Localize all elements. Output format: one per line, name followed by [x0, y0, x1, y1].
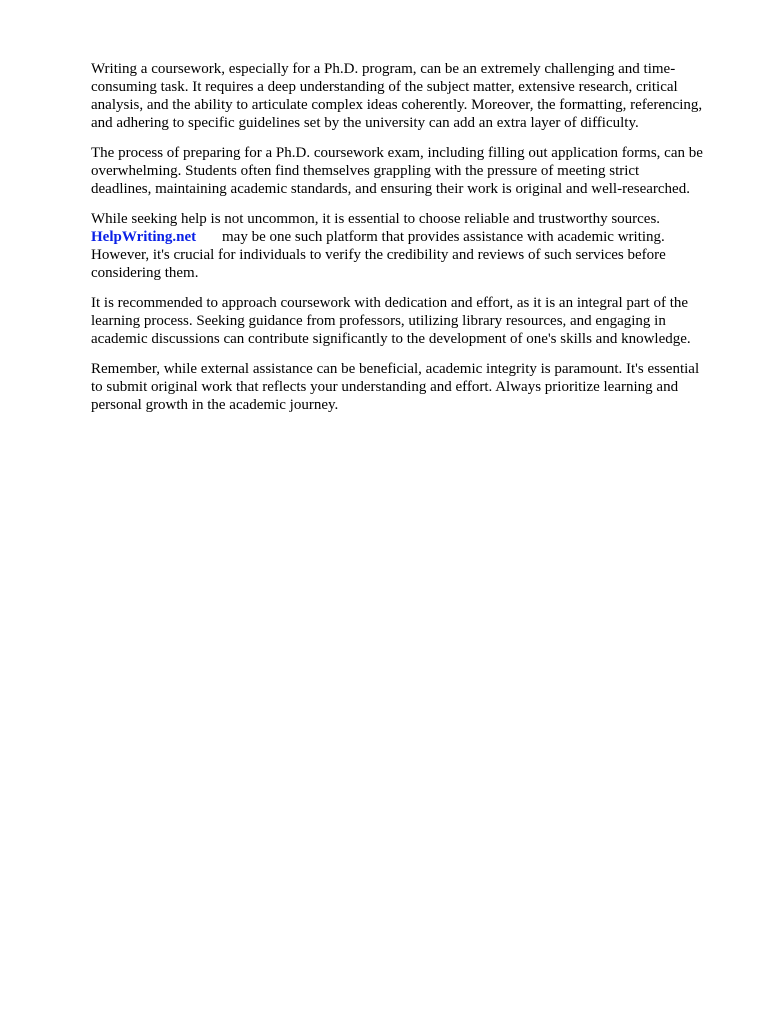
- text-line: While seeking help is not uncommon, it is essential to choose reliable and trustworthy sources.: [91, 211, 661, 227]
- text-line: It is recommended to approach coursework with dedication and effort, as it is an integral part of the: [91, 295, 689, 311]
- text-line: However, it's crucial for individuals to verify the credibility and reviews of such services before: [91, 247, 666, 263]
- text-line: personal growth in the academic journey.: [91, 397, 339, 413]
- paragraph-process: [91, 144, 731, 198]
- document-page: [91, 60, 731, 426]
- text-line: The process of preparing for a Ph.D. coursework exam, including filling out application forms, can be: [91, 145, 703, 161]
- text-line: consuming task. It requires a deep understanding of the subject matter, extensive research, critical: [91, 79, 678, 95]
- text-line: Remember, while external assistance can be beneficial, academic integrity is paramount. It's essential: [91, 361, 700, 377]
- text-line: Writing a coursework, especially for a Ph.D. program, can be an extremely challenging and time-: [91, 61, 676, 77]
- text-line-with-link: [91, 228, 731, 246]
- text-line: to submit original work that reflects your understanding and effort. Always prioritize learning and: [91, 379, 679, 395]
- helpwriting-link[interactable]: HelpWriting.net: [91, 229, 197, 245]
- paragraph-help: [91, 210, 731, 282]
- text-segment: may be one such platform that provides assistance with academic writing.: [222, 229, 665, 245]
- text-line: and adhering to specific guidelines set by the university can add an extra layer of difficulty.: [91, 115, 639, 131]
- paragraph-recommendation: [91, 294, 731, 348]
- paragraph-intro: [91, 60, 731, 132]
- text-line: deadlines, maintaining academic standards, and ensuring their work is original and well-researched.: [91, 181, 690, 197]
- text-line: overwhelming. Students often find themselves grappling with the pressure of meeting strict: [91, 163, 640, 179]
- text-line: considering them.: [91, 265, 199, 281]
- text-line: analysis, and the ability to articulate complex ideas coherently. Moreover, the formatting, referencing,: [91, 97, 703, 113]
- paragraph-conclusion: [91, 360, 731, 414]
- text-line: learning process. Seeking guidance from professors, utilizing library resources, and engaging in: [91, 313, 666, 329]
- text-line: academic discussions can contribute significantly to the development of one's skills and knowledge.: [91, 331, 691, 347]
